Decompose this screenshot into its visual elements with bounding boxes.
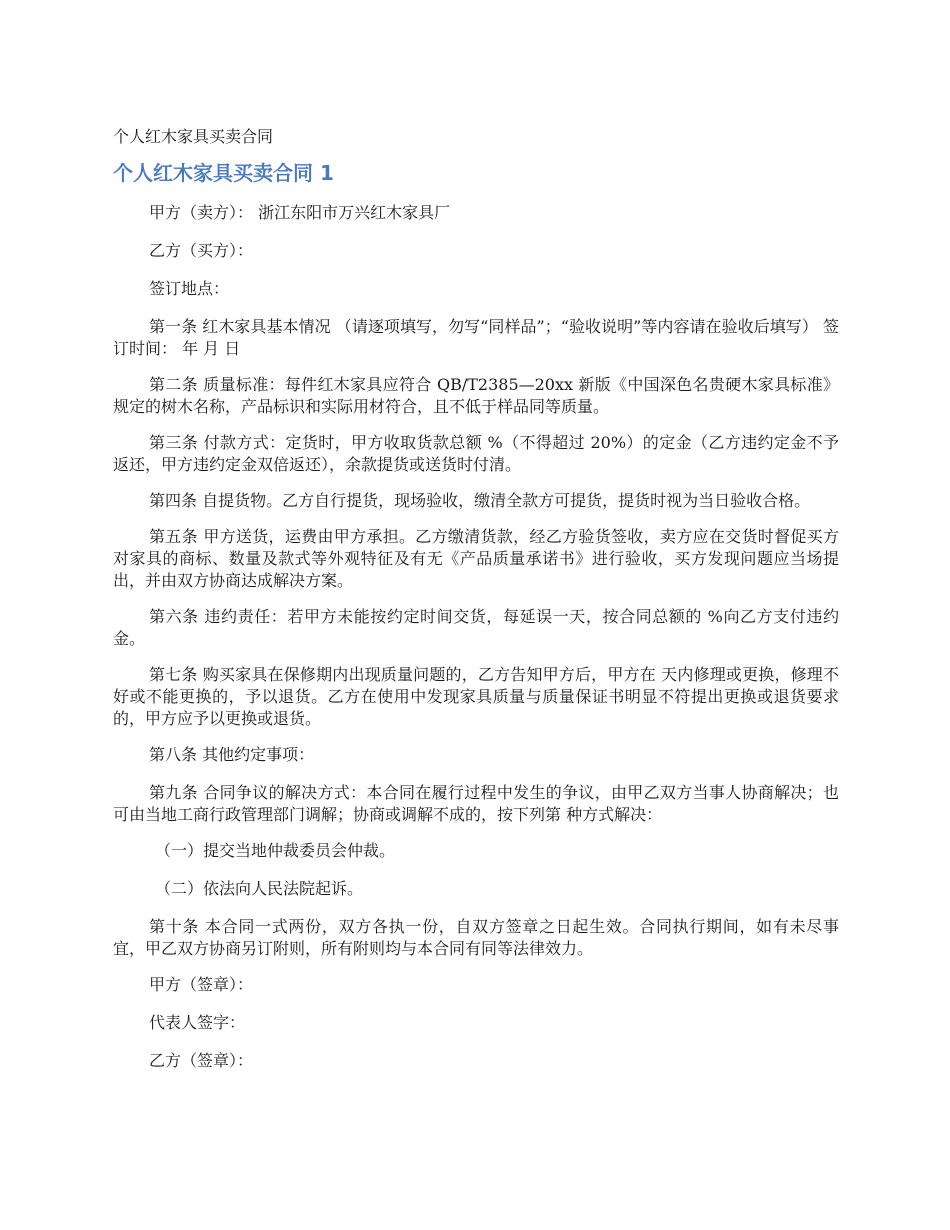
article-4: 第四条 自提货物。乙方自行提货，现场验收，缴清全款方可提货，提货时视为当日验收合格。 <box>149 491 811 510</box>
section-heading: 个人红木家具买卖合同 1 <box>113 161 334 185</box>
party-a-line: 甲方（卖方）： 浙江东阳市万兴红木家具厂 <box>149 203 451 222</box>
article-8: 第八条 其他约定事项： <box>149 745 315 764</box>
document-title: 个人红木家具买卖合同 <box>113 127 274 146</box>
party-b-line: 乙方（买方）： <box>149 241 254 260</box>
party-b-seal-line: 乙方（签章）： <box>149 1051 254 1070</box>
dispute-option-2: （二）依法向人民法院起诉。 <box>155 879 364 898</box>
article-3: 第三条 付款方式：定货时，甲方收取货款总额 %（不得超过 20%）的定金（乙方违约定金不予返还，甲方违约定金双倍返还），余款提货或送货时付清。 <box>113 433 839 474</box>
party-a-seal-line: 甲方（签章）： <box>149 975 254 994</box>
article-9: 第九条 合同争议的解决方式：本合同在履行过程中发生的争议，由甲乙双方当事人协商解决；也可由当地工商行政管理部门调解；协商或调解不成的，按下列第 种方式解决： <box>113 783 839 824</box>
article-7: 第七条 购买家具在保修期内出现质量问题的，乙方告知甲方后，甲方在 天内修理或更换，修理不好或不能更换的，予以退货。乙方在使用中发现家具质量与质量保证书明显不符提出更换或退货要求的，甲方应予以更换或退货。 <box>113 665 839 728</box>
article-1: 第一条 红木家具基本情况 （请逐项填写，勿写“同样品”；“验收说明”等内容请在验收后填写） 签订时间： 年 月 日 <box>113 317 839 358</box>
article-10: 第十条 本合同一式两份，双方各执一份，自双方签章之日起生效。合同执行期间，如有未尽事宜，甲乙双方协商另订附则，所有附则均与本合同有同等法律效力。 <box>113 917 839 958</box>
dispute-option-1: （一）提交当地仲裁委员会仲裁。 <box>155 841 396 860</box>
article-2: 第二条 质量标准：每件红木家具应符合 QB/T2385—20xx 新版《中国深色名贵硬木家具标准》规定的树木名称，产品标识和实际用材符合，且不低于样品同等质量。 <box>113 375 839 416</box>
document-page <box>113 124 839 1088</box>
representative-signature-line: 代表人签字： <box>149 1013 246 1032</box>
article-5: 第五条 甲方送货，运费由甲方承担。乙方缴清货款，经乙方验货签收，卖方应在交货时督促买方对家具的商标、数量及款式等外观特征及有无《产品质量承诺书》进行验收，买方发现问题应当场提出，并由双方协商达成解决方案。 <box>113 527 839 590</box>
article-6: 第六条 违约责任：若甲方未能按约定时间交货，每延误一天，按合同总额的 %向乙方支付违约金。 <box>113 607 839 648</box>
signing-place-line: 签订地点： <box>149 279 230 298</box>
